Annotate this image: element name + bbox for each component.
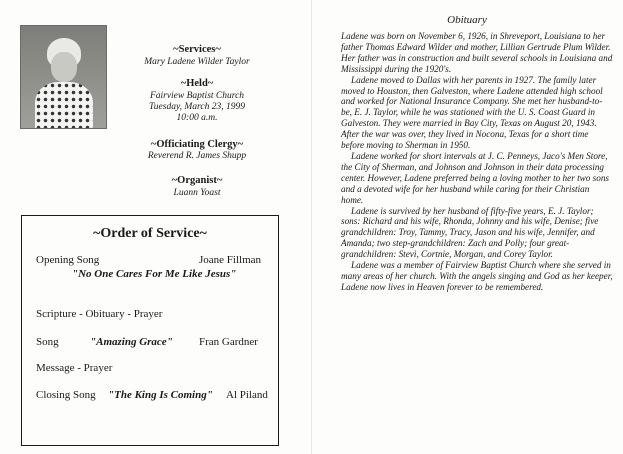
clergy-heading: ~Officiating Clergy~ <box>150 139 244 150</box>
obituary-paragraph: Ladene was born on November 6, 1926, in Shreveport, Louisiana to her father Thomas Edward Wilder and mother, Lillian Gertrude Plum Wilder. Her father was in construction and built several schools in Louisiana and Mississippi during the 1920's. <box>341 31 613 74</box>
right-page <box>311 0 623 454</box>
order-of-service-box <box>21 215 279 446</box>
message-item: Message - Prayer <box>36 362 113 374</box>
deceased-name: Mary Ladene Wilder Taylor <box>144 57 250 67</box>
obituary-paragraph: Ladene was a member of Fairview Baptist Church where she served in many areas of her church. With the angels singing and God as her keeper, Ladene now lives in Heaven forever to be remembered. <box>341 260 613 292</box>
organist-name: Luann Yoast <box>173 188 221 198</box>
organist-heading: ~Organist~ <box>171 175 223 186</box>
obituary-title: Obituary <box>447 14 487 26</box>
opening-song-performer: Joane Fillman <box>199 254 262 266</box>
clergy-name: Reverend R. James Shupp <box>147 151 247 161</box>
services-heading: ~Services~ <box>173 44 221 55</box>
song-title: "Amazing Grace" <box>90 336 173 348</box>
closing-song-title: "The King Is Coming" <box>108 389 213 401</box>
closing-song-performer: Al Piland <box>226 389 268 401</box>
obituary-body <box>341 31 613 293</box>
obituary-paragraph: Ladene worked for short intervals at J. C. Penneys, Jaco's Men Store, the City of Sherman, and Johnson and Johnson in their data processing center. However, Ladene preferred being a loving mother to her two sons and a devoted wife for her husband while caring for their Christian home. <box>341 150 610 205</box>
held-heading: ~Held~ <box>180 78 214 89</box>
obituary-paragraph: Ladene is survived by her husband of fifty-five years, E. J. Taylor; sons: Richard and his wife, Rhonda, Johnny and his wife, Denise; five grandchildren: Troy, Tammy, Tracy, Jason and his wife, Jennifer, and Amanda; two step-grandchildren: Zach and Polly; four great-grandchildren: Stevi, Cortnie, Morgan, and Corey Taylor. <box>341 205 599 260</box>
song-label: Song <box>36 336 59 348</box>
portrait-photo <box>20 25 107 129</box>
obituary-paragraph: Ladene moved to Dallas with her parents in 1927. The family later moved to Houston, then Galveston, where Ladene attended high school and worked for National Insurance Company. She met her husband-to-be, E. J. Taylor, while he was stationed with the U. S. Coast Guard in Galveston. They were married in Bay City, Texas on August 20, 1943. After the war was over, they lived in Nocona, Texas for a short time before moving to Sherman in 1950. <box>341 74 603 151</box>
service-date: Tuesday, March 23, 1999 <box>149 102 245 112</box>
order-title: ~Order of Service~ <box>93 226 207 241</box>
church-name: Fairview Baptist Church <box>149 91 245 101</box>
opening-song-label: Opening Song <box>36 254 100 266</box>
scripture-item: Scripture - Obituary - Prayer <box>36 308 163 320</box>
closing-song-label: Closing Song <box>36 389 96 401</box>
left-page <box>0 0 311 454</box>
song-performer: Fran Gardner <box>199 336 258 348</box>
opening-song-title: "No One Cares For Me Like Jesus" <box>72 268 237 280</box>
service-time: 10:00 a.m. <box>176 113 218 123</box>
